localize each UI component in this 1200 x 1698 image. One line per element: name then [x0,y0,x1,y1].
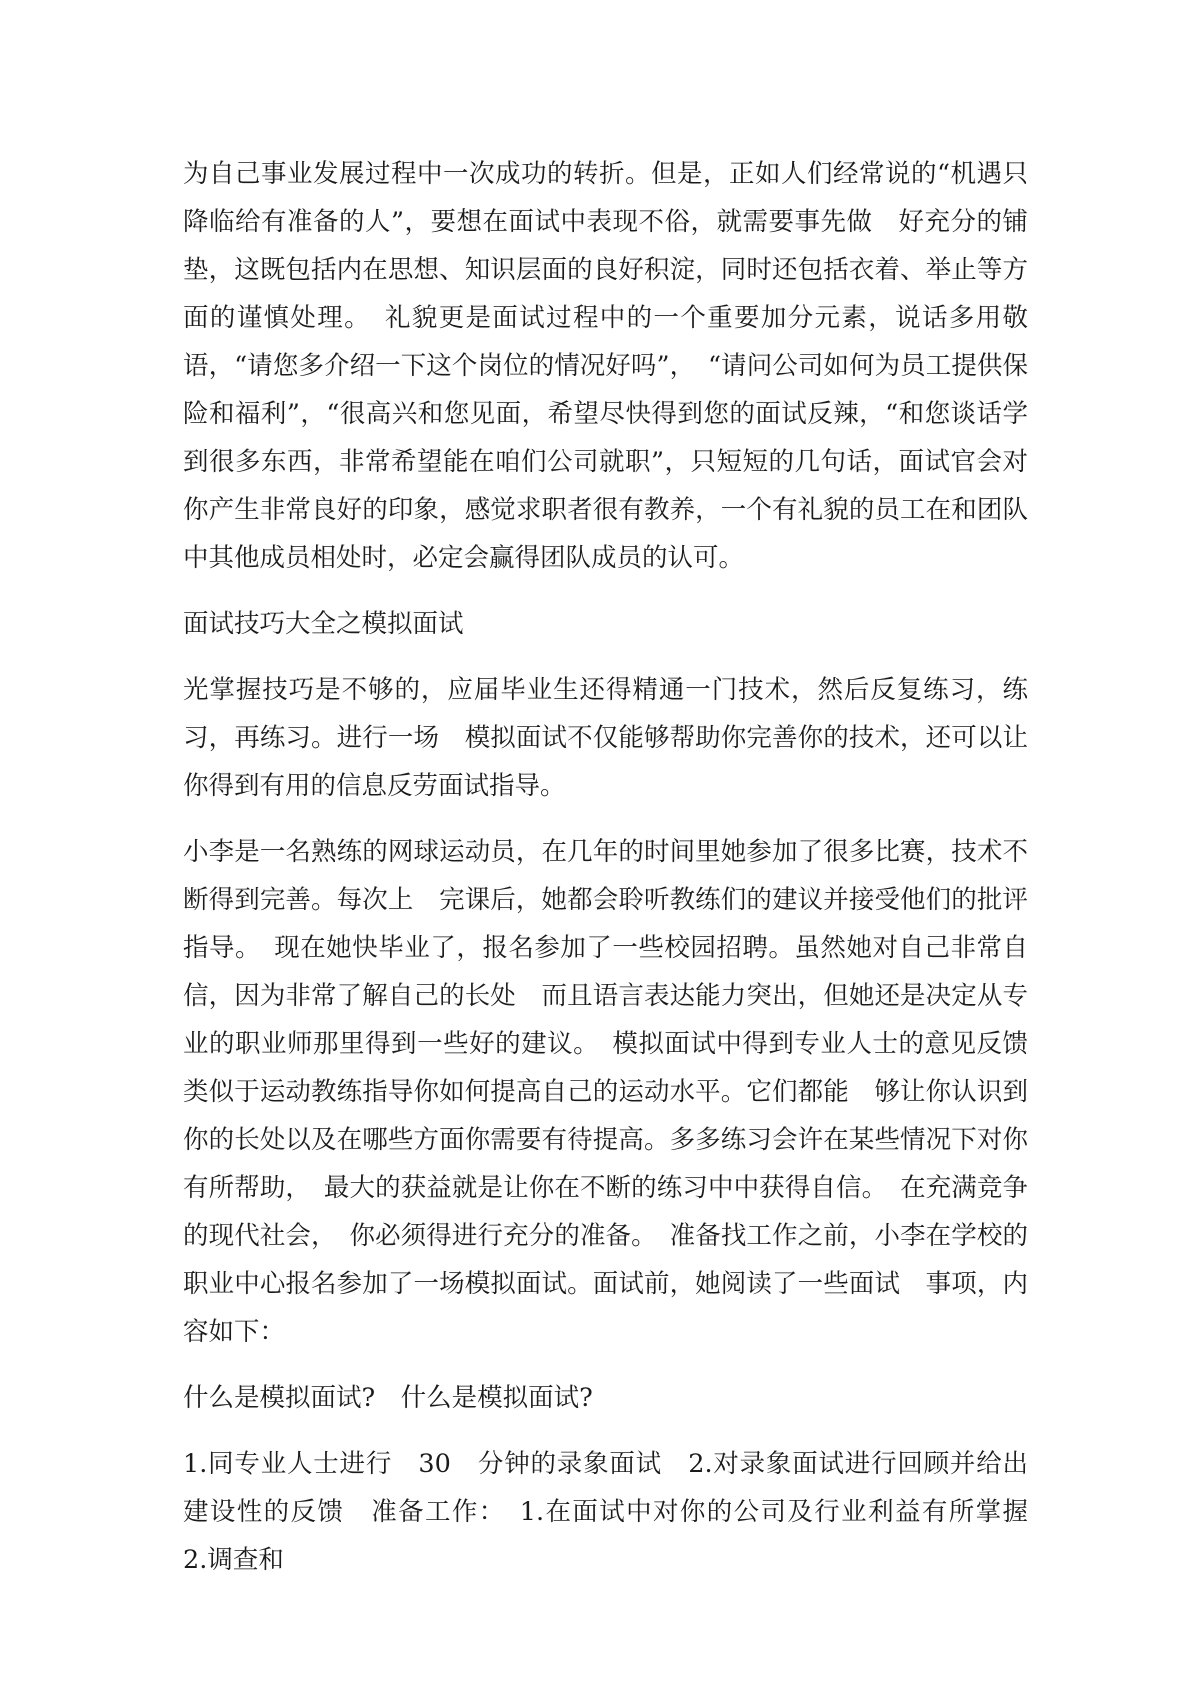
paragraph-xiaoli-story: 小李是一名熟练的网球运动员，在几年的时间里她参加了很多比赛，技术不断得到完善。每次上 完课后，她都会聆听教练们的建议并接受他们的批评指导。 现在她快毕业了，报名参加了一些校园招聘。虽然她对自己非常自信，因为非常了解自己的长处 而且语言表达能力突出，但她还是决定从专业的职业师那里得到一些好的建议。 模拟面试中得到专业人士的意见反馈类似于运动教练指导你如何提高自己的运动水平。它们都能 够让你认识到你的长处以及在哪些方面你需要有待提高。多多练习会许在某些情况下对你有所帮助， 最大的获益就是让你在不断的练习中中获得自信。 在充满竞争的现代社会， 你必须得进行充分的准备。 准备找工作之前，小李在学校的职业中心报名参加了一场模拟面试。面试前，她阅读了一些面试 事项，内容如下： [183,837,1028,1347]
paragraph-practice: 光掌握技巧是不够的，应届毕业生还得精通一门技术，然后反复练习，练习，再练习。进行一场 模拟面试不仅能够帮助你完善你的技术，还可以让你得到有用的信息反劳面试指导。 [183,675,1028,801]
section-heading-mock-interview: 面试技巧大全之模拟面试 [183,609,464,639]
paragraph-interview-etiquette: 为自己事业发展过程中一次成功的转折。但是，正如人们经常说的“机遇只降临给有准备的人”，要想在面试中表现不俗，就需要事先做 好充分的铺垫，这既包括内在思想、知识层面的良好积淀，同时还包括衣着、举止等方面的谨慎处理。 礼貌更是面试过程中的一个重要加分元素，说话多用敬语，“请您多介绍一下这个岗位的情况好吗”， “请问公司如何为员工提供保险和福利”，“很高兴和您见面，希望尽快得到您的面试反辣，“和您谈话学到很多东西，非常希望能在咱们公司就职”，只短短的几句话，面试官会对你产生非常良好的印象，感觉求职者很有教养，一个有礼貌的员工在和团队中其他成员相处时，必定会赢得团队成员的认可。 [183,159,1028,573]
paragraph-what-is-mock-interview: 什么是模拟面试? 什么是模拟面试? [183,1383,593,1413]
document-body [183,150,1054,1584]
paragraph-preparation-steps: 1.同专业人士进行 30 分钟的录象面试 2.对录象面试进行回顾并给出建设性的反馈 准备工作： 1.在面试中对你的公司及行业利益有所掌握 2.调查和 [183,1449,1054,1575]
